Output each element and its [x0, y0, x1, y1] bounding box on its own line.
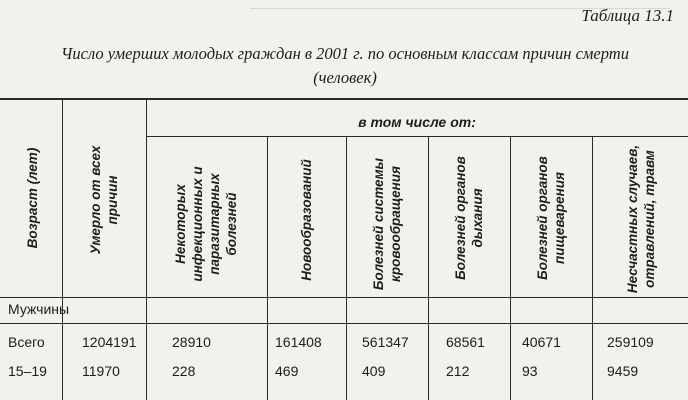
col-divider-5	[428, 136, 429, 400]
table-caption: Число умерших молодых граждан в 2001 г. по основным классам причин смерти (человек)	[61, 44, 629, 87]
header-group: в том числе от:	[358, 114, 476, 130]
row-value: 228	[172, 363, 196, 379]
header-cause-respiratory: Болезней органов дыхания	[453, 156, 485, 280]
row-value: 561347	[362, 334, 409, 350]
row-value: 28910	[172, 334, 211, 350]
section-rule	[0, 323, 688, 324]
group-header-rule	[146, 136, 688, 137]
row-total: 11970	[82, 363, 120, 379]
row-value: 259109	[607, 334, 654, 350]
header-total: Умерло от всех причин	[88, 145, 120, 255]
row-value: 212	[446, 363, 470, 379]
col-divider-6	[510, 136, 511, 400]
header-cause-accidents: Несчастных случаев, отравлений, травм	[625, 144, 657, 294]
row-age: Всего	[8, 334, 45, 350]
col-divider-3	[267, 136, 268, 400]
table-label: Таблица 13.1	[581, 6, 674, 25]
col-divider-7	[592, 136, 593, 400]
row-value: 409	[362, 363, 386, 379]
row-value: 93	[522, 363, 538, 379]
row-value: 68561	[446, 334, 485, 350]
header-age: Возраст (лет)	[24, 147, 40, 249]
row-value: 161408	[275, 334, 322, 350]
row-value: 469	[275, 363, 299, 379]
header-bottom-rule	[0, 297, 688, 298]
header-cause-infectious: Некоторых инфекционных и паразитарных болезней	[173, 166, 239, 282]
row-total: 1204191	[82, 334, 137, 350]
col-divider-4	[346, 136, 347, 400]
col-divider-1	[62, 99, 63, 400]
section-label: Мужчины	[8, 301, 70, 317]
row-value: 9459	[607, 363, 639, 379]
header-cause-neoplasms: Новообразований	[298, 159, 314, 281]
header-cause-digestive: Болезней органов пищеварения	[535, 156, 567, 280]
table-top-rule	[0, 98, 688, 100]
header-cause-circulatory: Болезней системы кровообращения	[371, 157, 403, 291]
col-divider-2	[146, 99, 147, 400]
row-value: 40671	[522, 334, 561, 350]
row-age: 15–19	[8, 363, 47, 379]
